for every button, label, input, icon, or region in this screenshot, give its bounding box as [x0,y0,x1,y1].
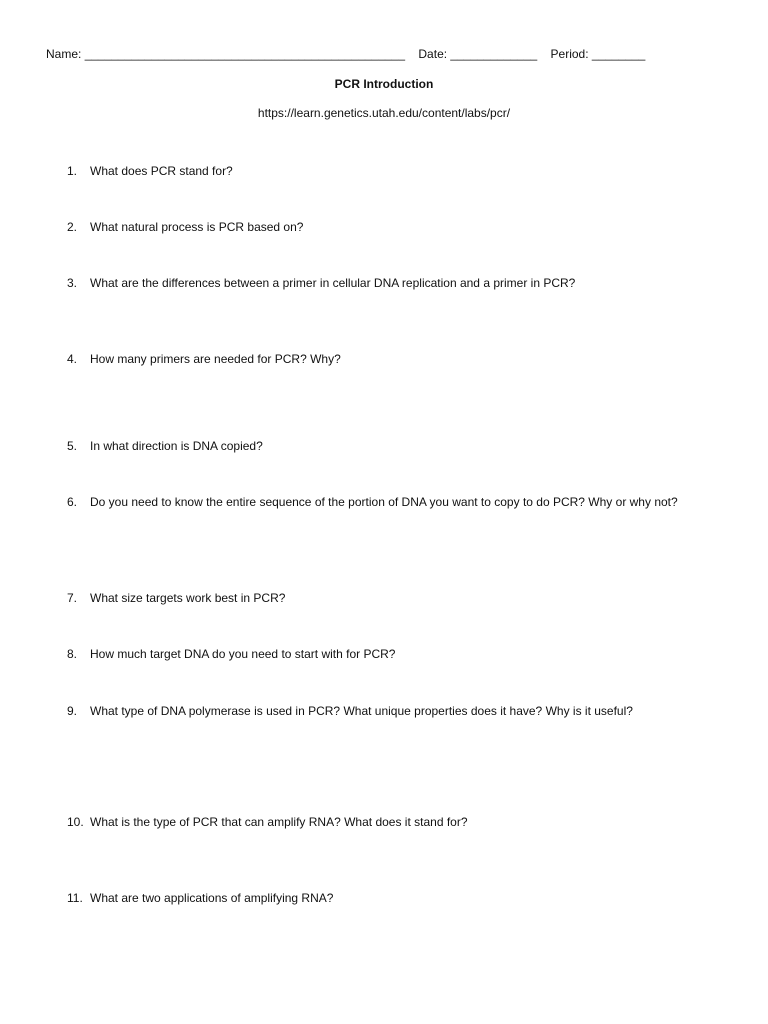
question-6 [67,495,678,509]
question-text: What are the differences between a primer in cellular DNA replication and a primer in PCR? [90,276,576,290]
question-number: 8. [67,647,78,661]
question-number: 9. [67,704,78,718]
student-info-line [46,47,645,61]
question-number: 2. [67,220,78,234]
question-number: 1. [67,164,78,178]
question-text: What are two applications of amplifying RNA? [90,891,334,905]
question-3 [67,276,575,290]
date-blank: _____________ [450,47,538,61]
question-number: 11. [67,891,83,905]
question-text: What is the type of PCR that can amplify RNA? What does it stand for? [90,815,468,829]
question-text: How much target DNA do you need to start with for PCR? [90,647,396,661]
question-number: 5. [67,439,78,453]
question-number: 6. [67,495,78,509]
name-blank: ________________________________________________ [84,47,406,61]
question-text: What size targets work best in PCR? [90,591,286,605]
question-number: 7. [67,591,78,605]
question-4 [67,352,341,366]
question-text: What does PCR stand for? [90,164,233,178]
period-label: Period: [550,47,589,61]
question-text: What type of DNA polymerase is used in PCR? What unique properties does it have? Why is it useful? [90,704,633,718]
question-2 [67,220,303,234]
question-9 [67,704,633,718]
worksheet-title: PCR Introduction [334,77,434,91]
question-text: How many primers are needed for PCR? Why? [90,352,341,366]
question-number: 4. [67,352,78,366]
question-10 [67,815,468,829]
question-text: In what direction is DNA copied? [90,439,263,453]
question-text: Do you need to know the entire sequence of the portion of DNA you want to copy to do PCR? Why or why not? [90,495,678,509]
question-7 [67,591,285,605]
question-8 [67,647,395,661]
question-1 [67,164,233,178]
question-5 [67,439,263,453]
question-11 [67,891,333,905]
question-number: 3. [67,276,78,290]
reference-url: https://learn.genetics.utah.edu/content/labs/pcr/ [257,106,511,120]
date-label: Date: [418,47,448,61]
period-blank: ________ [591,47,646,61]
question-text: What natural process is PCR based on? [90,220,304,234]
question-number: 10. [67,815,84,829]
name-label: Name: [46,47,82,61]
